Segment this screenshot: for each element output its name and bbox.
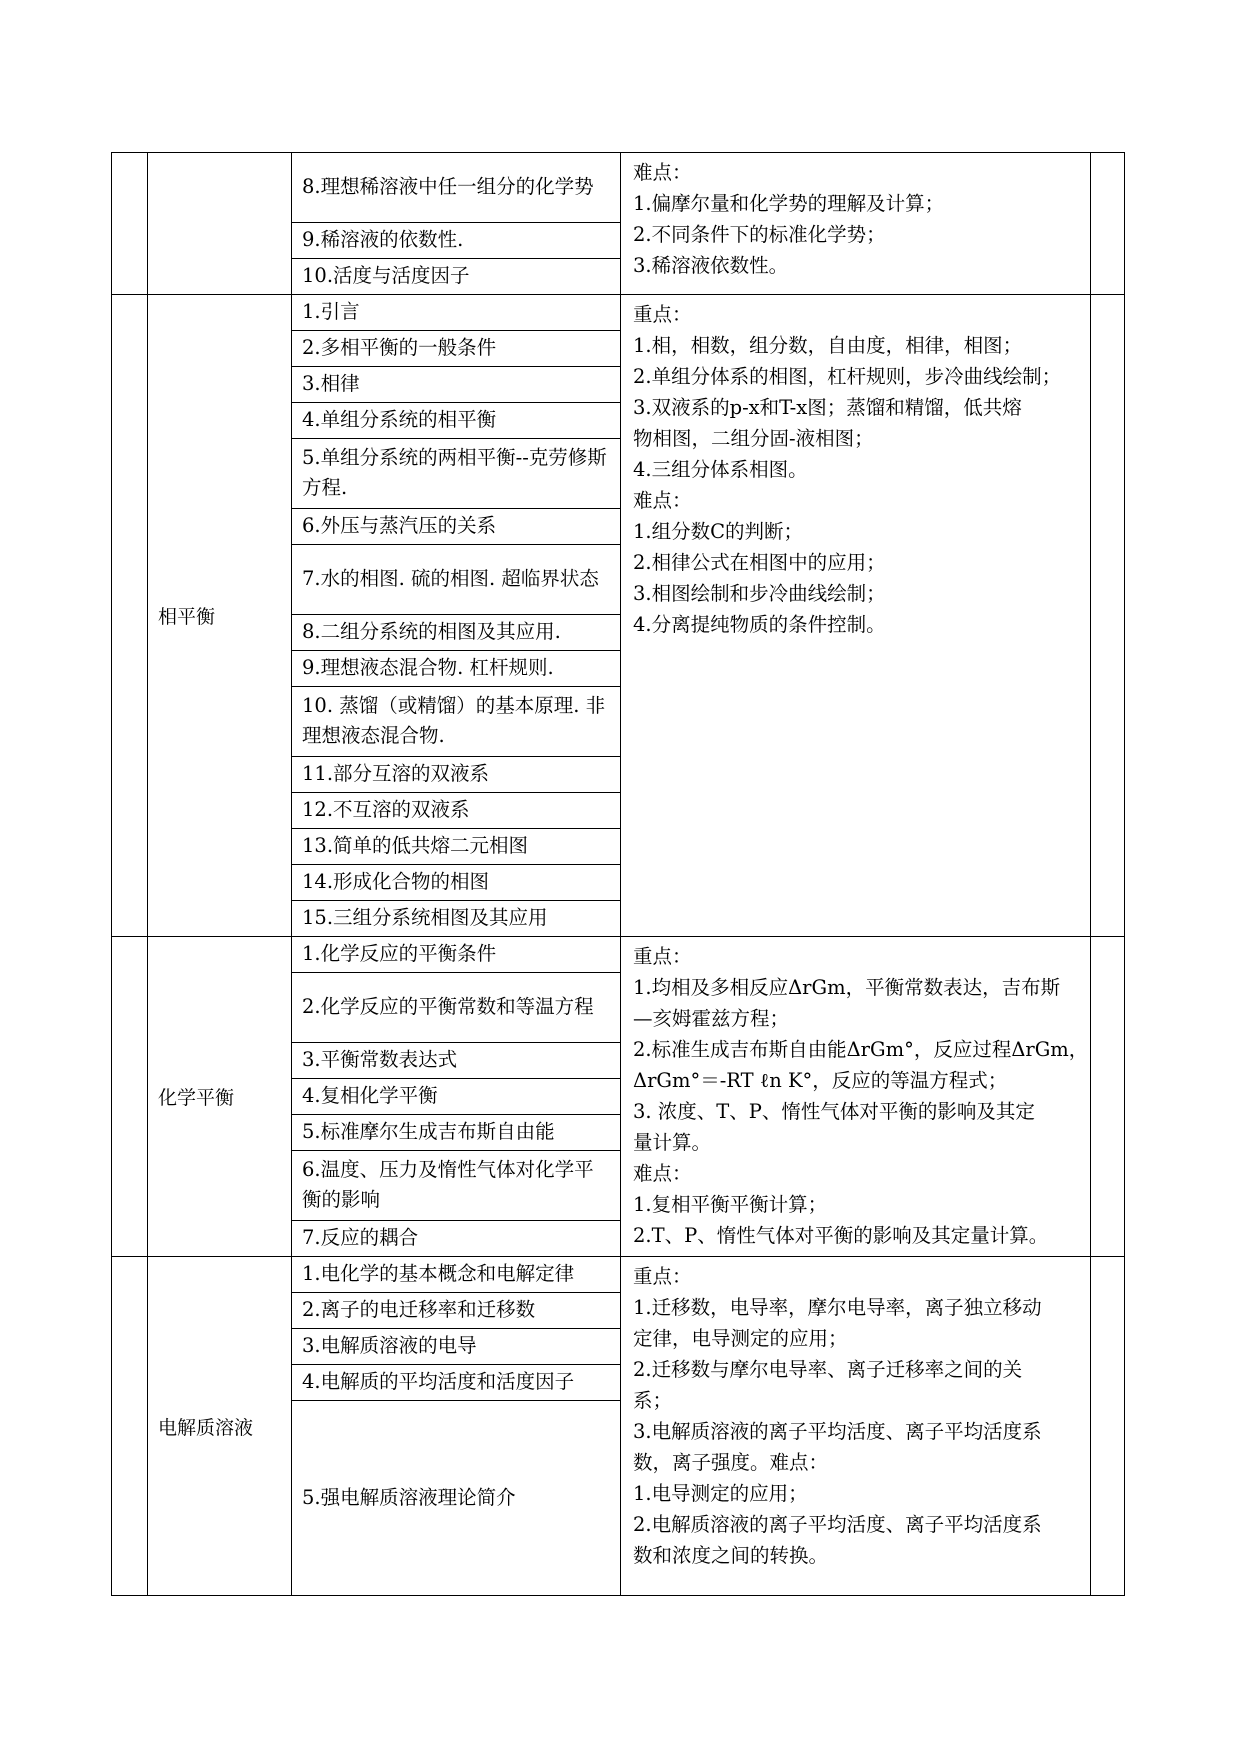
content-item: 5.强电解质溶液理论简介 — [292, 1401, 621, 1596]
content-item: 5.标准摩尔生成吉布斯自由能 — [292, 1115, 621, 1151]
content-item: 11.部分互溶的双液系 — [292, 757, 621, 793]
content-item: 7.水的相图. 硫的相图. 超临界状态 — [292, 545, 621, 615]
note-line: —亥姆霍兹方程； — [633, 1007, 790, 1030]
note-line: 4.三组分体系相图。 — [633, 458, 808, 481]
note-line: 物相图，二组分固-液相图； — [633, 427, 874, 450]
note-line: 3.双液系的p-x和T-x图；蒸馏和精馏，低共熔 — [633, 396, 1022, 419]
content-item: 8.二组分系统的相图及其应用. — [292, 615, 621, 651]
topic-cell — [148, 153, 292, 295]
key-points-cell — [621, 295, 1091, 937]
content-item: 5.单组分系统的两相平衡--克劳修斯方程. — [292, 439, 621, 509]
note-line: 1.迁移数，电导率，摩尔电导率，离子独立移动 — [633, 1296, 1042, 1319]
note-line: 1.均相及多相反应ΔrGm，平衡常数表达，吉布斯 — [633, 976, 1061, 999]
blank-left-cell — [112, 295, 148, 937]
note-line: 重点： — [633, 945, 692, 968]
note-line: 2.电解质溶液的离子平均活度、离子平均活度系 — [633, 1513, 1042, 1536]
content-item: 2.多相平衡的一般条件 — [292, 331, 621, 367]
note-line: 3. 浓度、T、P、惰性气体对平衡的影响及其定 — [633, 1100, 1035, 1123]
content-item: 7.反应的耦合 — [292, 1221, 621, 1257]
blank-right-cell — [1091, 295, 1125, 937]
content-item: 3.相律 — [292, 367, 621, 403]
note-line: 2.不同条件下的标准化学势； — [633, 223, 886, 246]
syllabus-table — [111, 152, 1125, 1596]
note-line: 难点： — [633, 1162, 692, 1185]
key-points-cell — [621, 937, 1091, 1257]
content-item: 8.理想稀溶液中任一组分的化学势 — [292, 153, 621, 223]
note-line: 2.单组分体系的相图，杠杆规则，步冷曲线绘制； — [633, 365, 1062, 388]
note-line: 难点： — [633, 161, 692, 184]
content-item: 4.复相化学平衡 — [292, 1079, 621, 1115]
blank-right-cell — [1091, 153, 1125, 295]
key-points-cell — [621, 153, 1091, 295]
note-line: ΔrGm°＝-RT ℓn K°，反应的等温方程式； — [633, 1069, 1008, 1092]
content-item: 1.引言 — [292, 295, 621, 331]
content-item: 6.温度、压力及惰性气体对化学平衡的影响 — [292, 1151, 621, 1221]
note-line: 2.T、P、惰性气体对平衡的影响及其定量计算。 — [633, 1224, 1049, 1247]
note-line: 1.组分数C的判断； — [633, 520, 804, 543]
content-item: 6.外压与蒸汽压的关系 — [292, 509, 621, 545]
note-line: 1.复相平衡平衡计算； — [633, 1193, 828, 1216]
note-line: 重点： — [633, 303, 692, 326]
content-item: 9.理想液态混合物. 杠杆规则. — [292, 651, 621, 687]
content-item: 14.形成化合物的相图 — [292, 865, 621, 901]
content-item: 12.不互溶的双液系 — [292, 793, 621, 829]
content-item: 15.三组分系统相图及其应用 — [292, 901, 621, 937]
note-line: 3.稀溶液依数性。 — [633, 254, 789, 277]
content-item: 2.化学反应的平衡常数和等温方程 — [292, 973, 621, 1043]
content-item: 4.电解质的平均活度和活度因子 — [292, 1365, 621, 1401]
topic-cell: 电解质溶液 — [148, 1257, 292, 1596]
note-line: 1.相，相数，组分数，自由度，相律，相图； — [633, 334, 1023, 357]
topic-cell: 化学平衡 — [148, 937, 292, 1257]
blank-left-cell — [112, 1257, 148, 1596]
note-line: 量计算。 — [633, 1131, 712, 1154]
note-line: 4.分离提纯物质的条件控制。 — [633, 613, 886, 636]
note-line: 数和浓度之间的转换。 — [633, 1544, 829, 1567]
note-line: 3.电解质溶液的离子平均活度、离子平均活度系 — [633, 1420, 1042, 1443]
content-item: 3.平衡常数表达式 — [292, 1043, 621, 1079]
content-item: 9.稀溶液的依数性. — [292, 223, 621, 259]
content-item: 4.单组分系统的相平衡 — [292, 403, 621, 439]
note-line: 难点： — [633, 489, 692, 512]
content-item: 10.活度与活度因子 — [292, 259, 621, 295]
note-line: 3.相图绘制和步冷曲线绘制； — [633, 582, 886, 605]
key-points-cell — [621, 1257, 1091, 1596]
note-line: 2.标准生成吉布斯自由能ΔrGm°，反应过程ΔrGm， — [633, 1038, 1089, 1061]
note-line: 数，离子强度。难点： — [633, 1451, 829, 1474]
blank-left-cell — [112, 153, 148, 295]
blank-left-cell — [112, 937, 148, 1257]
content-item: 1.化学反应的平衡条件 — [292, 937, 621, 973]
note-line: 系； — [633, 1389, 673, 1412]
content-item: 2.离子的电迁移率和迁移数 — [292, 1293, 621, 1329]
content-item: 10. 蒸馏（或精馏）的基本原理. 非理想液态混合物. — [292, 687, 621, 757]
note-line: 2.迁移数与摩尔电导率、离子迁移率之间的关 — [633, 1358, 1023, 1381]
blank-right-cell — [1091, 1257, 1125, 1596]
note-line: 2.相律公式在相图中的应用； — [633, 551, 886, 574]
note-line: 重点： — [633, 1265, 692, 1288]
content-item: 3.电解质溶液的电导 — [292, 1329, 621, 1365]
blank-right-cell — [1091, 937, 1125, 1257]
note-line: 1.偏摩尔量和化学势的理解及计算； — [633, 192, 945, 215]
content-item: 1.电化学的基本概念和电解定律 — [292, 1257, 621, 1293]
topic-cell: 相平衡 — [148, 295, 292, 937]
note-line: 定律，电导测定的应用； — [633, 1327, 848, 1350]
note-line: 1.电导测定的应用； — [633, 1482, 808, 1505]
content-item: 13.简单的低共熔二元相图 — [292, 829, 621, 865]
